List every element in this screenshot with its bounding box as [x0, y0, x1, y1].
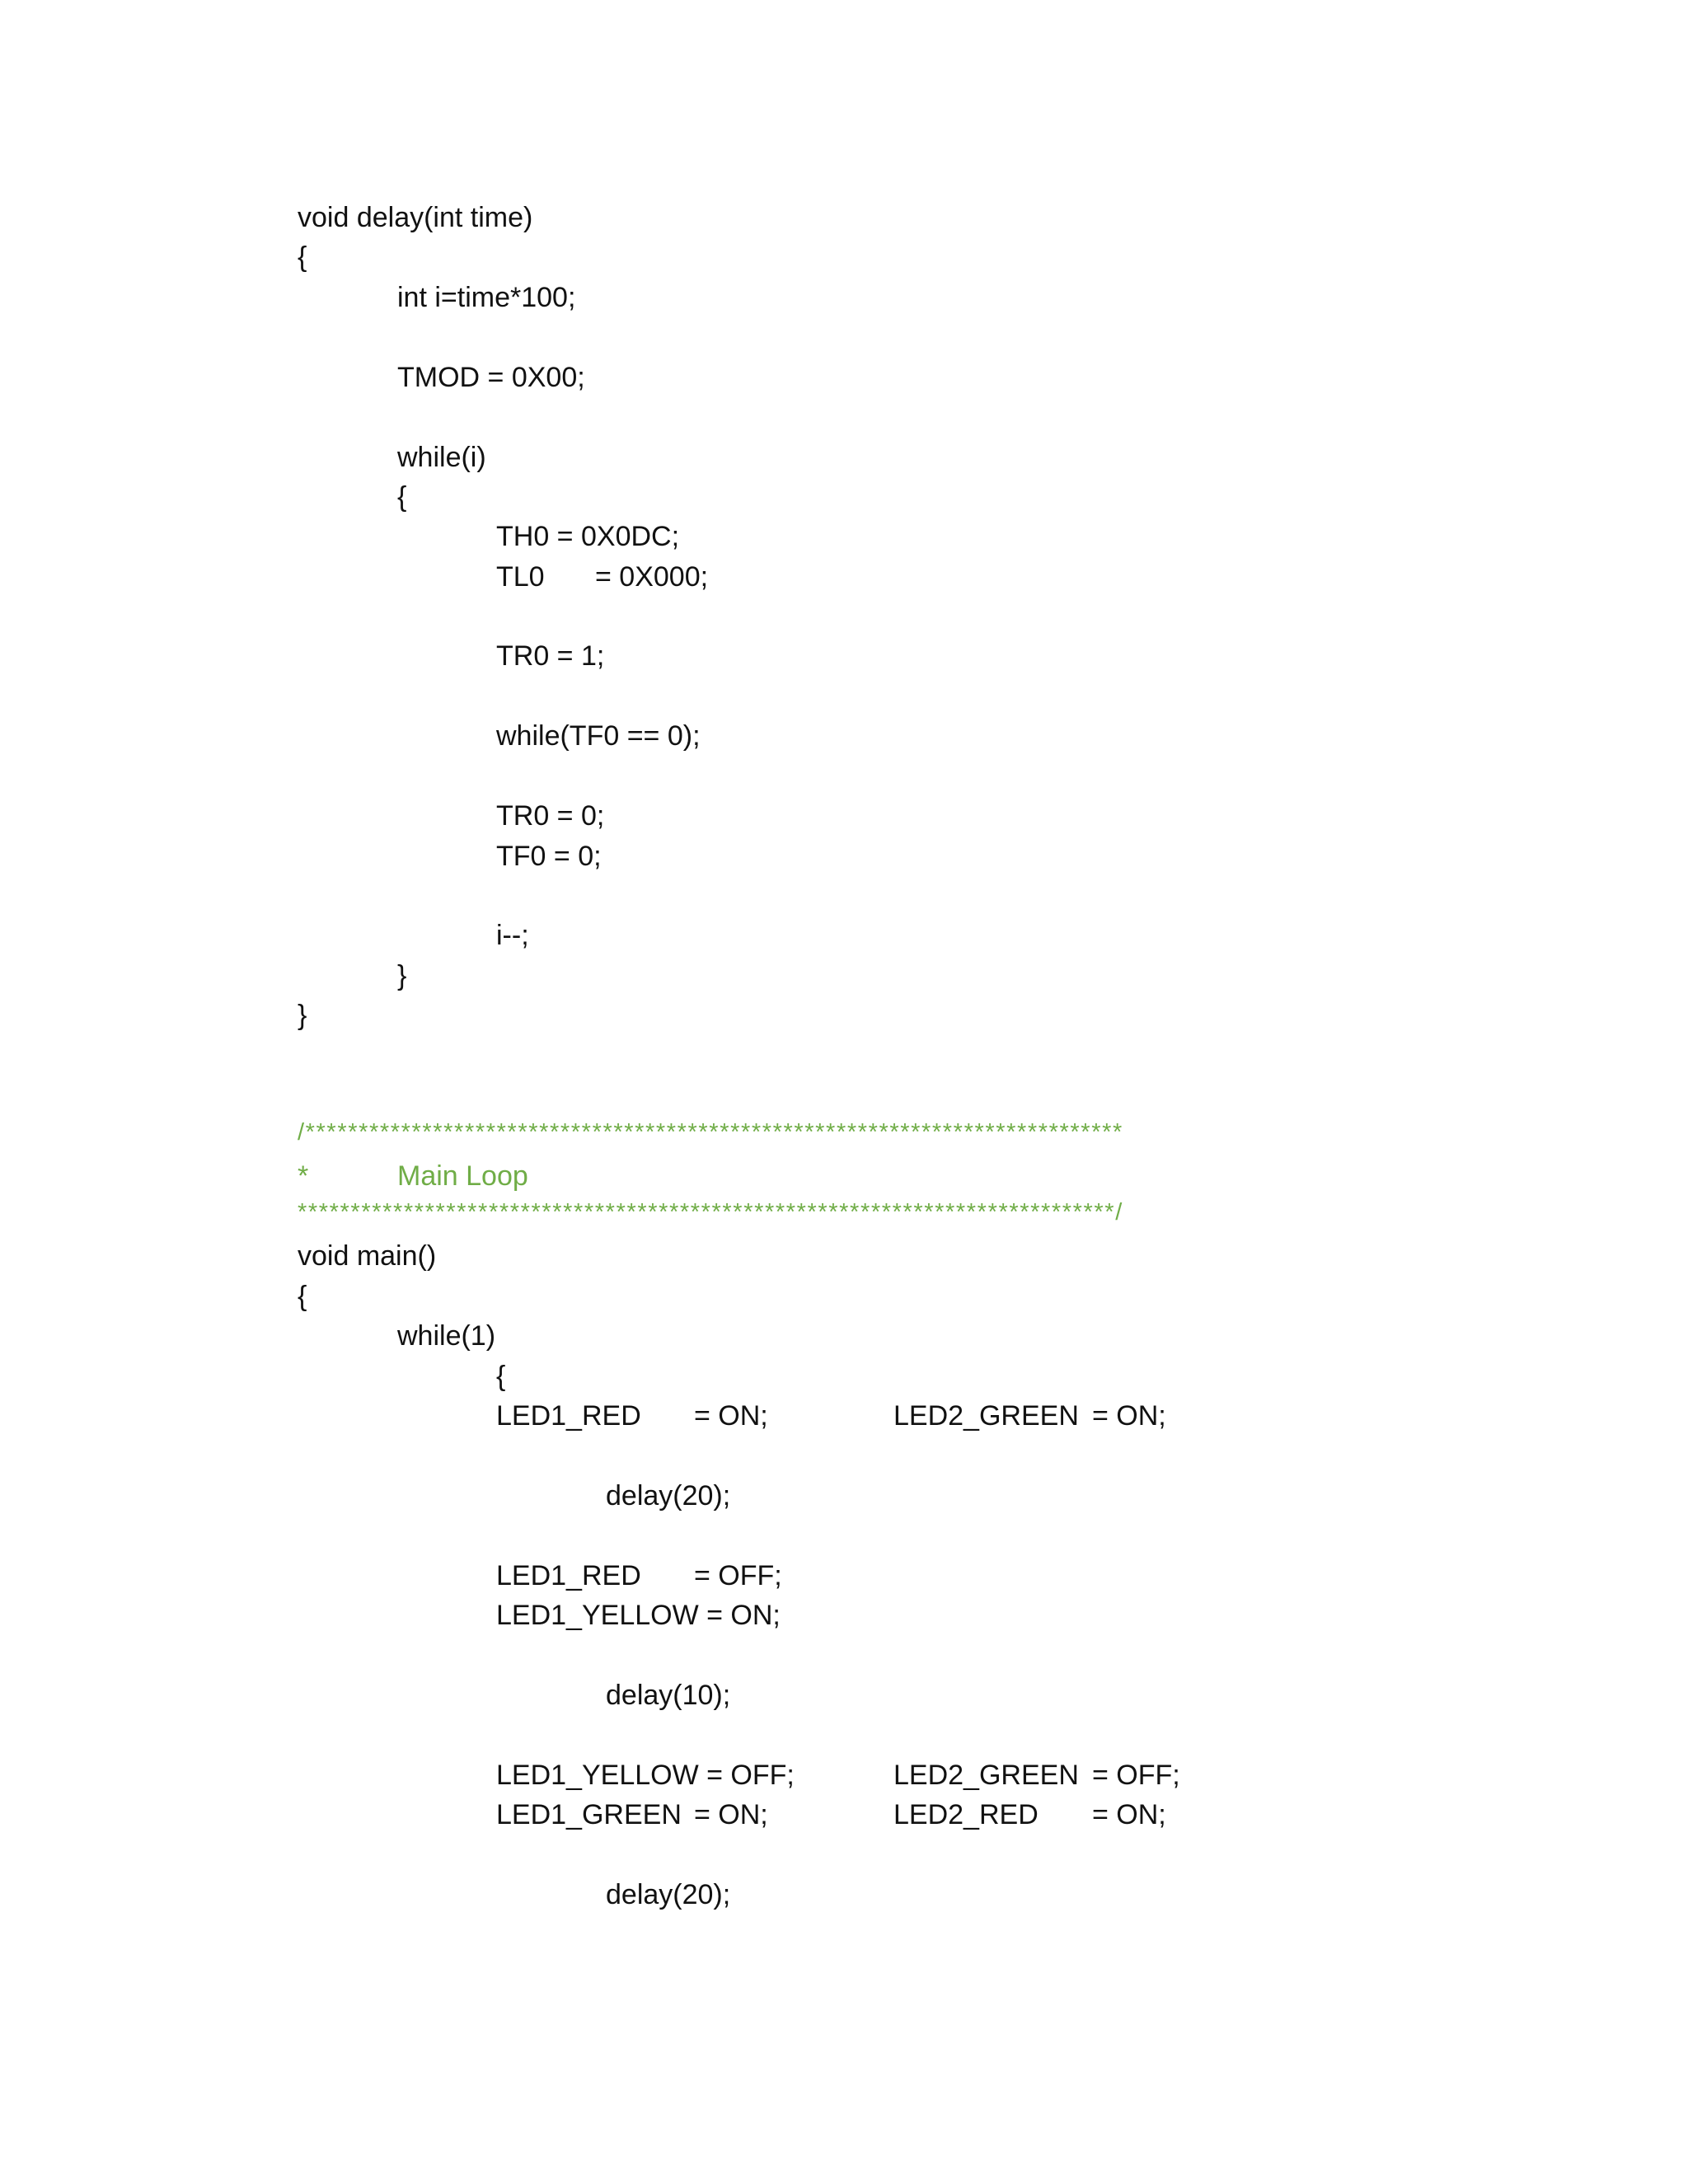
led2-red-on-value: = ON;: [1092, 1799, 1166, 1830]
led1-green-on-name: LED1_GREEN: [496, 1799, 682, 1830]
delay-tl0-value: = 0X000;: [595, 561, 709, 593]
delay-signature: void delay(int time): [298, 202, 533, 233]
delay-tr0-on: TR0 = 1;: [496, 640, 605, 672]
led2-green-on-value: = ON;: [1092, 1400, 1166, 1432]
comment-top-border: /*****************************************************************************: [298, 1119, 1123, 1146]
led2-red-on-name: LED2_RED: [893, 1799, 1039, 1830]
comment-bullet: *: [298, 1160, 309, 1192]
delay-open-brace: {: [298, 241, 307, 273]
delay-tmod: TMOD = 0X00;: [397, 362, 585, 393]
delay-init-i: int i=time*100;: [397, 282, 576, 313]
delay-call-20-second: delay(20);: [606, 1879, 731, 1910]
led1-red-on-value: = ON;: [694, 1400, 768, 1432]
delay-close-brace: }: [298, 1000, 307, 1031]
delay-tr0-off: TR0 = 0;: [496, 800, 605, 832]
led1-yellow-off: LED1_YELLOW = OFF;: [496, 1760, 795, 1791]
led1-red-off-name: LED1_RED: [496, 1560, 641, 1591]
led1-green-on-value: = ON;: [694, 1799, 768, 1830]
delay-loop-open: {: [397, 481, 407, 513]
led2-green-off-value: = OFF;: [1092, 1760, 1180, 1791]
led1-yellow-on: LED1_YELLOW = ON;: [496, 1600, 781, 1631]
delay-while-i: while(i): [397, 442, 486, 473]
delay-tf0-clear: TF0 = 0;: [496, 841, 602, 872]
comment-bottom-border: *****************************************************************************/: [298, 1199, 1123, 1226]
delay-call-20-first: delay(20);: [606, 1480, 731, 1511]
delay-call-10: delay(10);: [606, 1680, 731, 1711]
led1-red-on-name: LED1_RED: [496, 1400, 641, 1432]
delay-loop-close: }: [397, 960, 407, 991]
main-signature: void main(): [298, 1240, 437, 1272]
main-open-brace: {: [298, 1281, 307, 1312]
delay-decrement: i--;: [496, 920, 529, 951]
delay-th0: TH0 = 0X0DC;: [496, 521, 680, 552]
delay-wait-tf0: while(TF0 == 0);: [496, 720, 701, 752]
led2-green-off-name: LED2_GREEN: [893, 1760, 1079, 1791]
delay-tl0-name: TL0: [496, 561, 545, 593]
comment-title: Main Loop: [397, 1160, 528, 1192]
main-while-1: while(1): [397, 1320, 496, 1352]
led1-red-off-value: = OFF;: [694, 1560, 782, 1591]
led2-green-on-name: LED2_GREEN: [893, 1400, 1079, 1432]
main-loop-open: {: [496, 1361, 506, 1392]
